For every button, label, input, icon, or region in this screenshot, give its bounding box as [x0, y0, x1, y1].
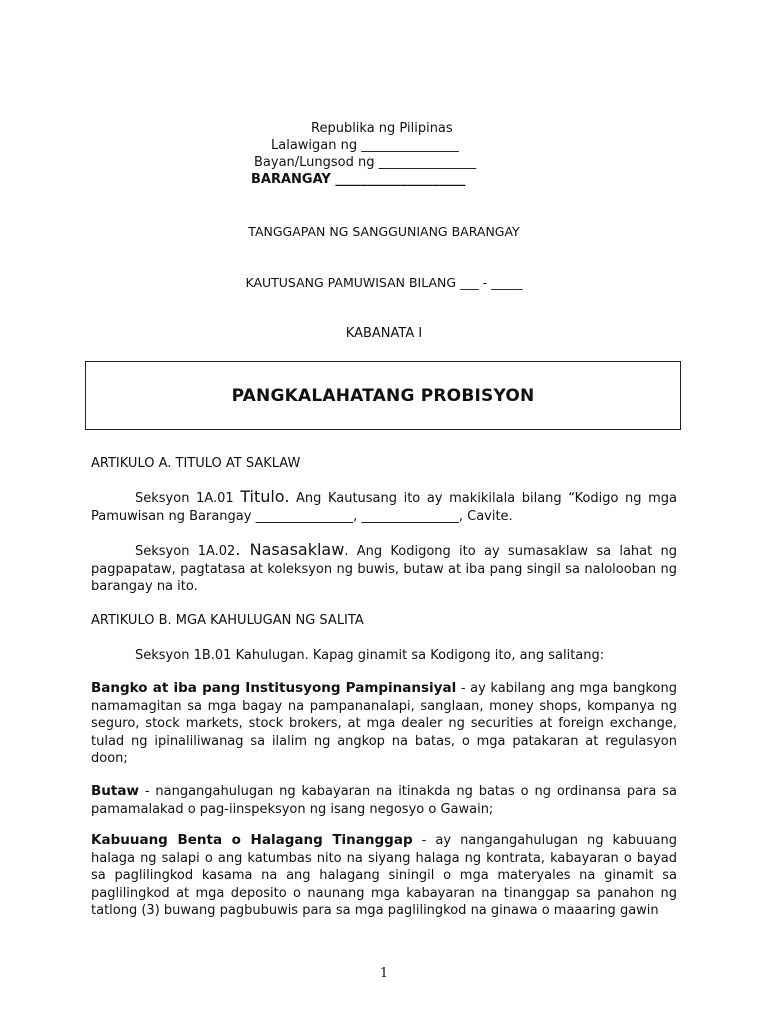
definition-butaw-term: Butaw — [91, 783, 139, 799]
ordinance-number: KAUTUSANG PAMUWISAN BILANG ___ - _____ — [245, 275, 523, 290]
page-number: 1 — [379, 966, 389, 981]
definition-butaw — [91, 783, 677, 818]
header-province: Lalawigan ng _______________ — [271, 138, 459, 153]
section-1b01 — [91, 647, 677, 665]
definition-kabuuang-benta — [91, 832, 677, 920]
section-1a02-dot: . — [235, 540, 250, 559]
section-1a01-title: Titulo. — [240, 487, 290, 506]
section-1a01 — [91, 488, 677, 525]
section-1a02 — [91, 541, 677, 596]
definition-bangko — [91, 680, 677, 768]
section-1b01-text: Seksyon 1B.01 Kahulugan. Kapag ginamit sa Kodigong ito, ang salitang: — [135, 648, 605, 663]
definition-kabuuang-benta-term: Kabuuang Benta o Halagang Tinanggap — [91, 832, 413, 848]
definition-bangko-text: - ay kabilang ang mga bangkong namamagitan sa mga bagay na pampananalapi, sanglaan, money shops, kompanya ng seguro, stock markets, stock brokers, at mga dealer ng securities at foreign exchange, tulad ng ipinaliliwanag sa ilalim ng angkop na batas, o mga patakaran at regulasyon doon; — [91, 681, 678, 767]
header-barangay: BARANGAY ____________________ — [251, 172, 466, 187]
header-municipality: Bayan/Lungsod ng _______________ — [254, 155, 477, 170]
section-1a02-text: . Ang Kodigong ito ay sumasaklaw sa lahat ng pagpapataw, pagtatasa at koleksyon ng buwis, butaw at iba pang singil sa nalolooban ng barangay na ito. — [91, 544, 677, 595]
section-1a01-number: Seksyon 1A.01 — [135, 491, 241, 506]
section-title-box — [85, 361, 681, 430]
article-b-heading: ARTIKULO B. MGA KAHULUGAN NG SALITA — [91, 613, 364, 628]
definition-bangko-term: Bangko at iba pang Institusyong Pampinansiyal — [91, 680, 457, 696]
section-1a02-title: Nasasaklaw — [249, 540, 345, 559]
section-1a02-number: Seksyon 1A.02 — [135, 544, 236, 559]
section-1a01-text: Ang Kautusang ito ay makikilala bilang “Kodigo ng mga Pamuwisan ng Barangay _______________, _______________, Cavite. — [91, 491, 678, 524]
article-a-heading: ARTIKULO A. TITULO AT SAKLAW — [91, 456, 301, 471]
definition-butaw-text: - nangangahulugan ng kabayaran na itinakda ng batas o ng ordinansa para sa pamamalakad o pag-iinspeksyon ng isang negosyo o Gawain; — [91, 784, 677, 817]
section-title: PANGKALAHATANG PROBISYON — [231, 385, 535, 406]
office-title: TANGGAPAN NG SANGGUNIANG BARANGAY — [248, 224, 520, 239]
header-republic: Republika ng Pilipinas — [311, 121, 453, 136]
chapter-title: KABANATA I — [345, 326, 423, 341]
definition-kabuuang-benta-text: - ay nangangahulugan ng kabuuang halaga ng salapi o ang katumbas nito na siyang halaga ng kontrata, kabayaran o bayad sa paglilingkod kasama na ang halagang siningil o mga materyales na ginamit sa paglilingkod at mga deposito o naunang mga kabayaran na tinanggap sa panahon ng tatlong (3) buwang pagbubuwis para sa mga paglilingkod na ginawa o maaaring gawin — [91, 833, 677, 919]
